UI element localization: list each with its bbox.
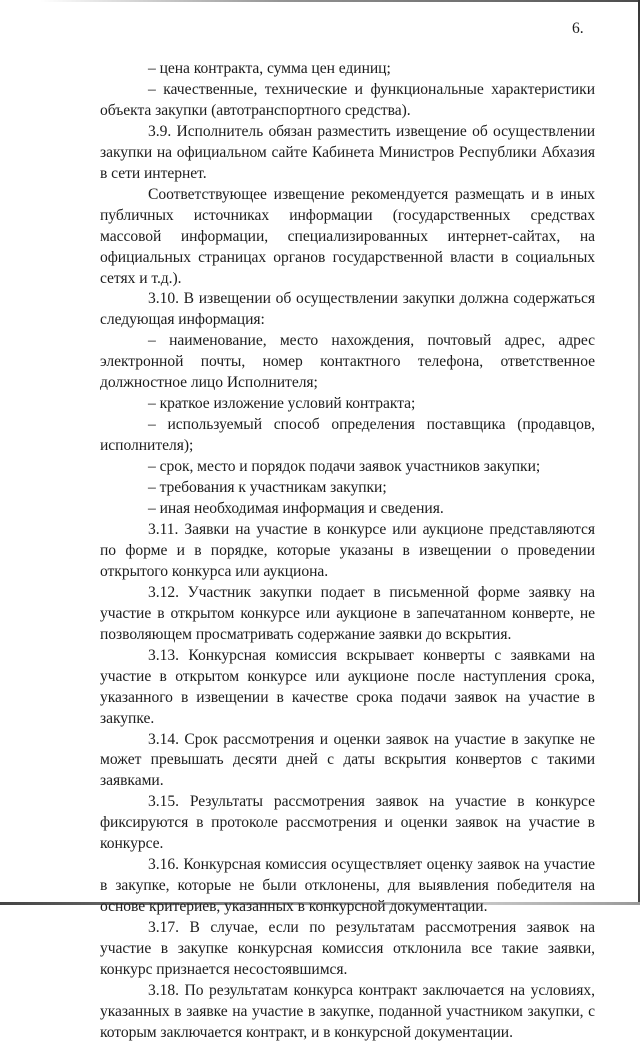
paragraph-notice-recommendation: Соответствующее извещение рекомендуется размещать и в иных публичных источниках информации (государственных средствах массовой информации, специализированных интернет-сайтах, на официальных страницах органов государственной власти в социальных сетях и т.д.). — [100, 185, 595, 287]
list-item-supplier-method: – используемый способ определения поставщика (продавцов, исполнителя); — [100, 416, 595, 455]
clause-3-18: 3.18. По результатам конкурса контракт заключается на условиях, указанных в заявке на участие в закупке, поданной участником закупки, с которым заключается контракт, и в конкурсной документации. — [100, 981, 595, 1041]
document-body — [100, 59, 595, 1044]
list-item-submission-terms: – срок, место и порядок подачи заявок участников закупки; — [148, 458, 541, 476]
list-item-contract-price: – цена контракта, сумма цен единиц; — [148, 60, 391, 77]
list-item-quality-characteristics: – качественные, технические и функциональные характеристики объекта закупки (автотранспортного средства). — [100, 80, 595, 119]
list-item-other-info: – иная необходимая информация и сведения. — [148, 500, 444, 518]
list-item-contact-info: – наименование, место нахождения, почтовый адрес, адрес электронной почты, номер контактного телефона, ответственное должностное лицо Исполнителя; — [100, 332, 595, 392]
list-item-contract-summary: – краткое изложение условий контракта; — [148, 395, 416, 413]
clause-3-15: 3.15. Результаты рассмотрения заявок на участие в конкурсе фиксируются в протоколе рассмотрения и оценки заявок на участие в конкурсе. — [100, 793, 595, 853]
page-edge-top — [40, 0, 640, 2]
clause-3-11: 3.11. Заявки на участие в конкурсе или аукционе представляются по форме и в порядке, которые указаны в извещении о проведении открытого конкурса или аукциона. — [100, 520, 595, 580]
page-number: 6. — [572, 20, 584, 37]
clause-3-13: 3.13. Конкурсная комиссия вскрывает конверты с заявками на участие в открытом конкурсе или аукционе после наступления срока, указанного в извещении в качестве срока подачи заявок на участие в закупке. — [100, 646, 595, 727]
clause-3-12: 3.12. Участник закупки подает в письменной форме заявку на участие в открытом конкурсе или аукционе в запечатанном конверте, не позволяющем просматривать содержание заявки до вскрытия. — [100, 583, 595, 643]
clause-3-14: 3.14. Срок рассмотрения и оценки заявок на участие в закупке не может превышать десяти дней с даты вскрытия конвертов с такими заявками. — [100, 730, 595, 790]
clause-3-10: 3.10. В извещении об осуществлении закупки должна содержаться следующая информация: — [100, 290, 595, 329]
clause-3-16: 3.16. Конкурсная комиссия осуществляет оценку заявок на участие в закупке, которые не были отклонены, для выявления победителя на основе критериев, указанных в конкурсной документации. — [100, 856, 595, 916]
clause-3-9: 3.9. Исполнитель обязан разместить извещение об осуществлении закупки на официальном сайте Кабинета Министров Республики Абхазия в сети интернет. — [100, 122, 595, 182]
list-item-participant-requirements: – требования к участникам закупки; — [148, 479, 387, 497]
clause-3-17: 3.17. В случае, если по результатам рассмотрения заявок на участие в закупке конкурсная комиссия отклонила все такие заявки, конкурс признается несостоявшимся. — [100, 919, 595, 978]
